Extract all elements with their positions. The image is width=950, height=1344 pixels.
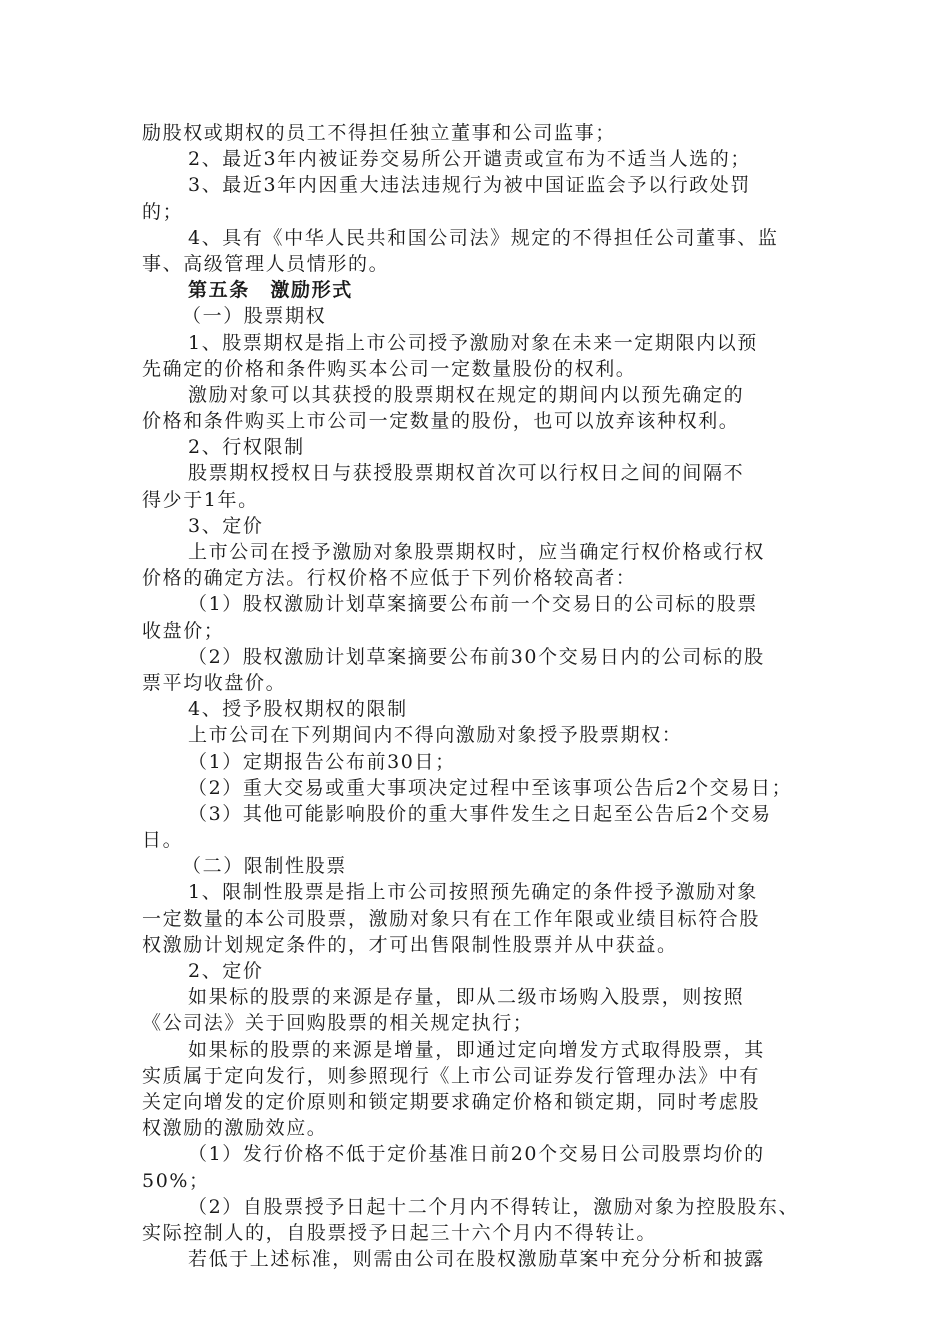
text-line: 如果标的股票的来源是存量，即从二级市场购入股票，则按照 [188,986,745,1009]
text-line: 权激励的激励效应。 [142,1117,328,1140]
text-line: 权激励计划规定条件的，才可出售限制性股票并从中获益。 [142,933,678,956]
document-body [142,120,812,1272]
text-line: 若低于上述标准，则需由公司在股权激励草案中充分分析和披露 [188,1248,765,1271]
text-line: 实际控制人的，自股票授予日起三十六个月内不得转让。 [142,1221,658,1244]
text-line: 一定数量的本公司股票，激励对象只有在工作年限或业绩目标符合股 [142,907,761,930]
text-line: 得少于1年。 [142,488,259,511]
text-line: 2、定价 [188,960,264,982]
text-line: 3、最近3年内因重大违法违规行为被中国证监会予以行政处罚 [188,174,751,197]
text-line: （1）发行价格不低于定价基准日前20个交易日公司股票均价的 [188,1143,765,1166]
subsection-heading: （一）股票期权 [182,305,327,328]
section-heading: 第五条 激励形式 [188,279,353,302]
subsection-heading: （二）限制性股票 [182,855,347,878]
text-line: 激励对象可以其获授的股票期权在规定的期间内以预先确定的 [188,383,745,406]
text-line: 1、限制性股票是指上市公司按照预先确定的条件授予激励对象 [188,881,758,904]
text-line: 《公司法》关于回购股票的相关规定执行； [142,1012,534,1035]
text-line: 先确定的价格和条件购买本公司一定数量股份的权利。 [142,357,637,380]
text-line: （2）股权激励计划草案摘要公布前30个交易日内的公司标的股 [188,645,765,668]
text-line: （1）股权激励计划草案摘要公布前一个交易日的公司标的股票 [188,593,758,616]
text-line: 价格的确定方法。行权价格不应低于下列价格较高者： [142,567,637,590]
text-line: 日。 [142,829,184,852]
text-line: （1）定期报告公布前30日； [188,750,456,773]
text-line: 2、最近3年内被证券交易所公开谴责或宣布为不适当人选的； [188,148,751,171]
text-line: 1、股票期权是指上市公司授予激励对象在未来一定期限内以预 [188,331,758,354]
text-line: 股票期权授权日与获授股票期权首次可以行权日之间的间隔不 [188,462,745,485]
text-line: 价格和条件购买上市公司一定数量的股份，也可以放弃该种权利。 [142,410,740,433]
text-line: （2）自股票授予日起十二个月内不得转让，激励对象为控股股东、 [188,1195,800,1218]
text-line: 收盘价； [142,619,225,642]
text-line: （2）重大交易或重大事项决定过程中至该事项公告后2个交易日； [188,776,793,799]
text-line: 关定向增发的定价原则和锁定期要求确定价格和锁定期，同时考虑股 [142,1090,761,1113]
text-line: 如果标的股票的来源是增量，即通过定向增发方式取得股票，其 [188,1038,765,1061]
text-line: 4、具有《中华人民共和国公司法》规定的不得担任公司董事、监 [188,226,779,249]
text-line: 上市公司在授予激励对象股票期权时，应当确定行权价格或行权 [188,541,765,563]
text-line: 2、行权限制 [188,436,305,459]
text-line: 上市公司在下列期间内不得向激励对象授予股票期权： [188,724,683,747]
text-line: （3）其他可能影响股价的重大事件发生之日起至公告后2个交易 [188,802,772,825]
text-line: 50%； [142,1169,210,1192]
text-line: 励股权或期权的员工不得担任独立董事和公司监事； [142,122,616,144]
text-line: 4、授予股权期权的限制 [188,698,408,721]
text-line: 票平均收盘价。 [142,671,287,694]
text-line: 实质属于定向发行，则参照现行《上市公司证券发行管理办法》中有 [142,1064,761,1087]
text-line: 3、定价 [188,514,264,537]
text-line: 的； [142,200,184,223]
text-line: 事、高级管理人员情形的。 [142,252,390,275]
